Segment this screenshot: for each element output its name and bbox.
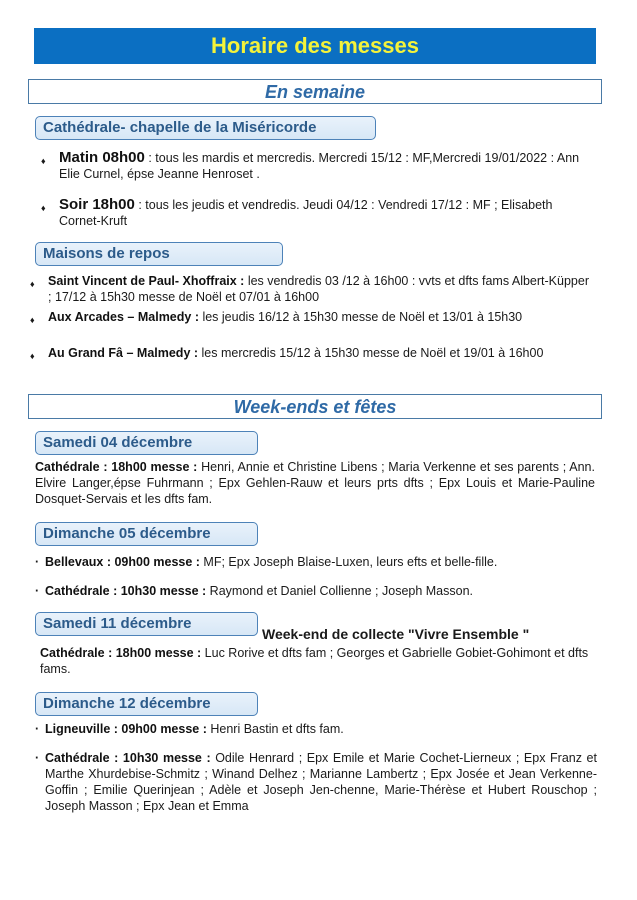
list-item	[45, 721, 605, 737]
section-heading-weekday: En semaine	[28, 79, 602, 104]
list-item	[45, 750, 597, 814]
place-name: Saint Vincent de Paul- Xhoffraix :	[48, 274, 245, 288]
day-heading: Samedi 11 décembre	[35, 612, 258, 636]
list-item	[45, 583, 605, 599]
subheading-cathedrale: Cathédrale- chapelle de la Miséricorde	[35, 116, 376, 140]
mass-time: Matin 08h00	[59, 149, 145, 166]
day-heading: Dimanche 05 décembre	[35, 522, 258, 546]
intentions: MF; Epx Joseph Blaise-Luxen, leurs efts et belle-fille.	[199, 555, 498, 569]
mass-time: Soir 18h00	[59, 196, 135, 213]
list-item	[35, 459, 595, 507]
list-item	[59, 197, 594, 229]
mass-header: Cathédrale : 18h00 messe :	[40, 646, 202, 660]
list-item	[48, 273, 593, 305]
mass-header: Cathédrale : 18h00 messe :	[35, 460, 198, 474]
place-name: Aux Arcades – Malmedy :	[48, 310, 199, 324]
section-heading-weekend: Week-ends et fêtes	[28, 394, 602, 419]
day-heading: Samedi 04 décembre	[35, 431, 258, 455]
mass-details: les vendredis 03 /12 à 16h00 : vvts et dfts fams Albert-Küpper ; 17/12 à 15h30 messe de Noël et 07/01 à 16h00	[48, 274, 589, 304]
intentions: Raymond et Daniel Collienne ; Joseph Masson.	[206, 584, 474, 598]
list-item	[40, 645, 595, 677]
mass-header: Ligneuville : 09h00 messe :	[45, 722, 207, 736]
list-item	[48, 309, 593, 325]
mass-details: : tous les jeudis et vendredis. Jeudi 04/12 : Vendredi 17/12 : MF ; Elisabeth Cornet-Kruft	[59, 198, 553, 228]
intentions: Odile Henrard ; Epx Emile et Marie Cochet-Lierneux ; Epx Franz et Marthe Xhurdebise-Schmitz ; Winand Delhez ; Marianne Lambertz ; Epx Josée et Jean Verkenne-Goffin ; Emilie Querinjean ; Adèle et Joseph Jen-chenne, Marie-Thérèse et Hubert Rouschop ; Joseph Masson ; Epx Jean et Emma	[45, 751, 597, 813]
intentions: Henri, Annie et Christine Libens ; Maria Verkenne et ses parents ; Ann. Elvire Langer,épse Fuhrmann ; Epx Gehlen-Rauw et leurs prts dfts ; Epx Louis et Marie-Pauline Dosquet-Servais et les dfts fam.	[35, 460, 595, 506]
mass-header: Cathédrale : 10h30 messe :	[45, 584, 207, 598]
list-item	[59, 150, 594, 182]
mass-details: les mercredis 15/12 à 15h30 messe de Noël et 19/01 à 16h00	[198, 346, 544, 360]
subheading-maisons: Maisons de repos	[35, 242, 283, 266]
mass-header: Cathédrale : 10h30 messe :	[45, 751, 211, 765]
mass-details: : tous les mardis et mercredis. Mercredi 15/12 : MF,Mercredi 19/01/2022 : Ann Elie Curnel, épse Jeanne Henroset .	[59, 151, 580, 181]
mass-details: les jeudis 16/12 à 15h30 messe de Noël et 13/01 à 15h30	[198, 310, 523, 324]
day-heading: Dimanche 12 décembre	[35, 692, 258, 716]
list-item	[45, 554, 605, 570]
page-title: Horaire des messes	[34, 28, 596, 64]
collection-note: Week-end de collecte "Vivre Ensemble "	[262, 626, 530, 642]
intentions: Henri Bastin et dfts fam.	[206, 722, 344, 736]
list-item	[48, 345, 593, 361]
place-name: Au Grand Fâ – Malmedy :	[48, 346, 199, 360]
mass-header: Bellevaux : 09h00 messe :	[45, 555, 200, 569]
intentions: Luc Rorive et dfts fam ; Georges et Gabrielle Gobiet-Gohimont et dfts fams.	[40, 646, 589, 676]
